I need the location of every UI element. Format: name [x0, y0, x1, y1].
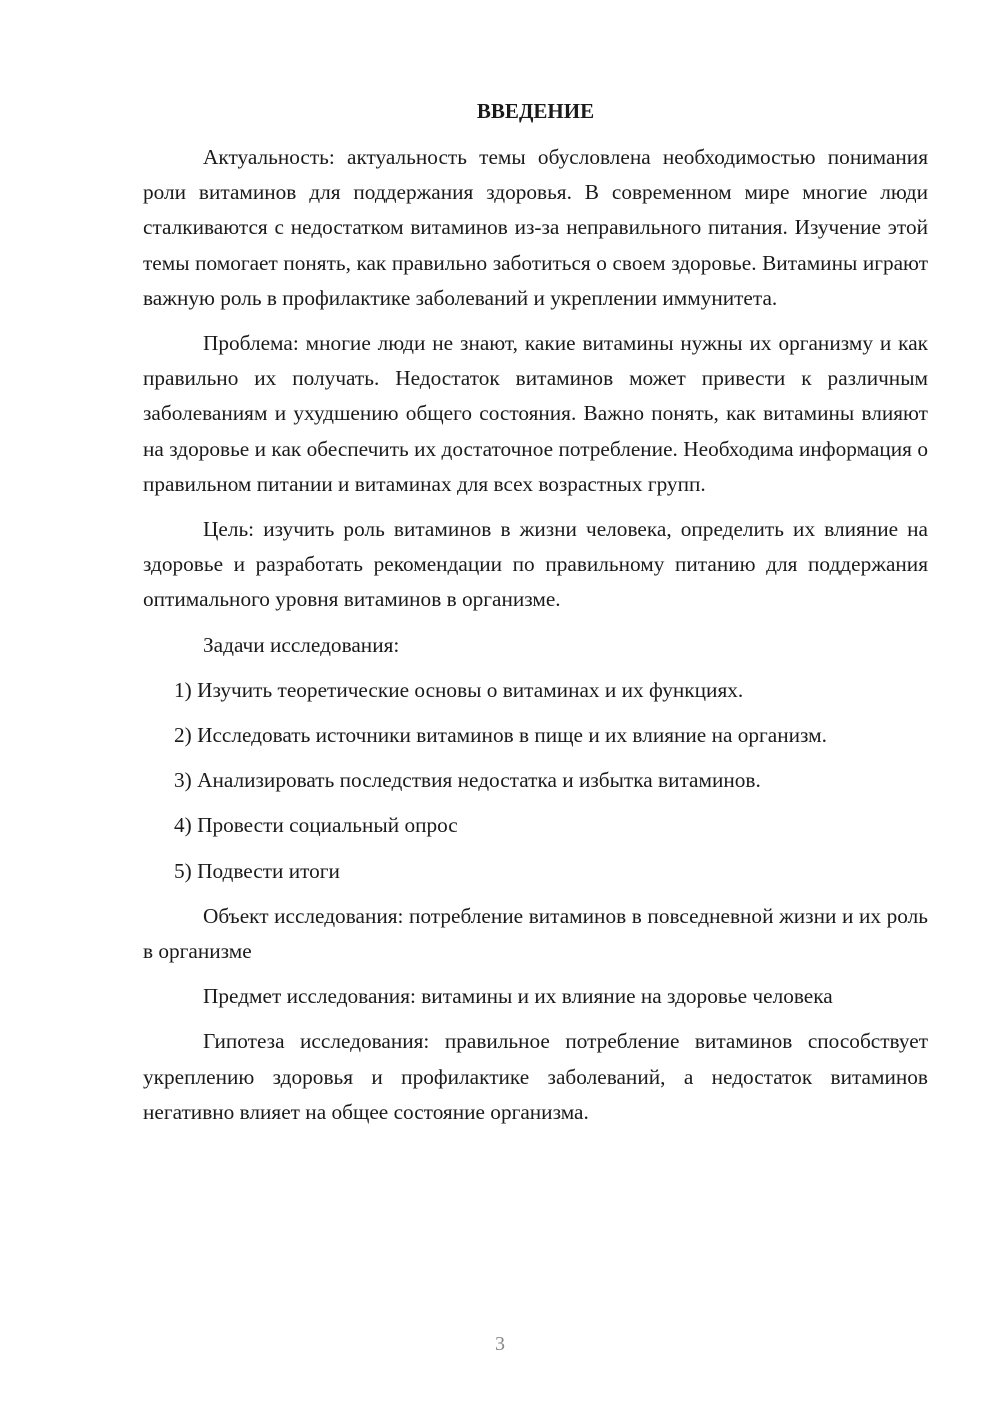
list-item: 5) Подвести итоги	[174, 858, 340, 883]
relevance-paragraph: Актуальность: актуальность темы обусловлена необходимостью понимания роли витаминов для поддержания здоровья. В современном мире многие люди сталкиваются с недостатком витаминов из-за неправильного питания. Изучение этой темы помогает понять, как правильно заботиться о своем здоровье. Витамины играют важную роль в профилактике заболеваний и укреплении иммунитета.	[143, 145, 928, 310]
tasks-heading: Задачи исследования:	[203, 632, 400, 657]
object-paragraph: Объект исследования: потребление витаминов в повседневной жизни и их роль в организме	[143, 903, 928, 964]
hypothesis-paragraph: Гипотеза исследования: правильное потребление витаминов способствует укреплению здоровья и профилактике заболеваний, а недостаток витаминов негативно влияет на общее состояние организма.	[143, 1029, 928, 1124]
list-item: 3) Анализировать последствия недостатка и избытка витаминов.	[174, 768, 761, 793]
problem-paragraph: Проблема: многие люди не знают, какие витамины нужны их организму и как правильно их получать. Недостаток витаминов может привести к различным заболеваниям и ухудшению общего состояния. Важно понять, как витамины влияют на здоровье и как обеспечить их достаточное потребление. Необходима информация о правильном питании и витаминах для всех возрастных групп.	[143, 331, 928, 496]
page-number: 3	[495, 1333, 505, 1355]
goal-paragraph: Цель: изучить роль витаминов в жизни человека, определить их влияние на здоровье и разработать рекомендации по правильному питанию для поддержания оптимального уровня витаминов в организме.	[143, 517, 928, 612]
tasks-list	[143, 673, 928, 889]
document-page	[143, 96, 928, 1140]
list-item: 1) Изучить теоретические основы о витаминах и их функциях.	[174, 677, 744, 702]
list-item: 2) Исследовать источники витаминов в пище и их влияние на организм.	[174, 723, 827, 748]
subject-paragraph: Предмет исследования: витамины и их влияние на здоровье человека	[203, 984, 833, 1009]
document-title: ВВЕДЕНИЕ	[476, 99, 595, 123]
list-item: 4) Провести социальный опрос	[174, 813, 458, 838]
